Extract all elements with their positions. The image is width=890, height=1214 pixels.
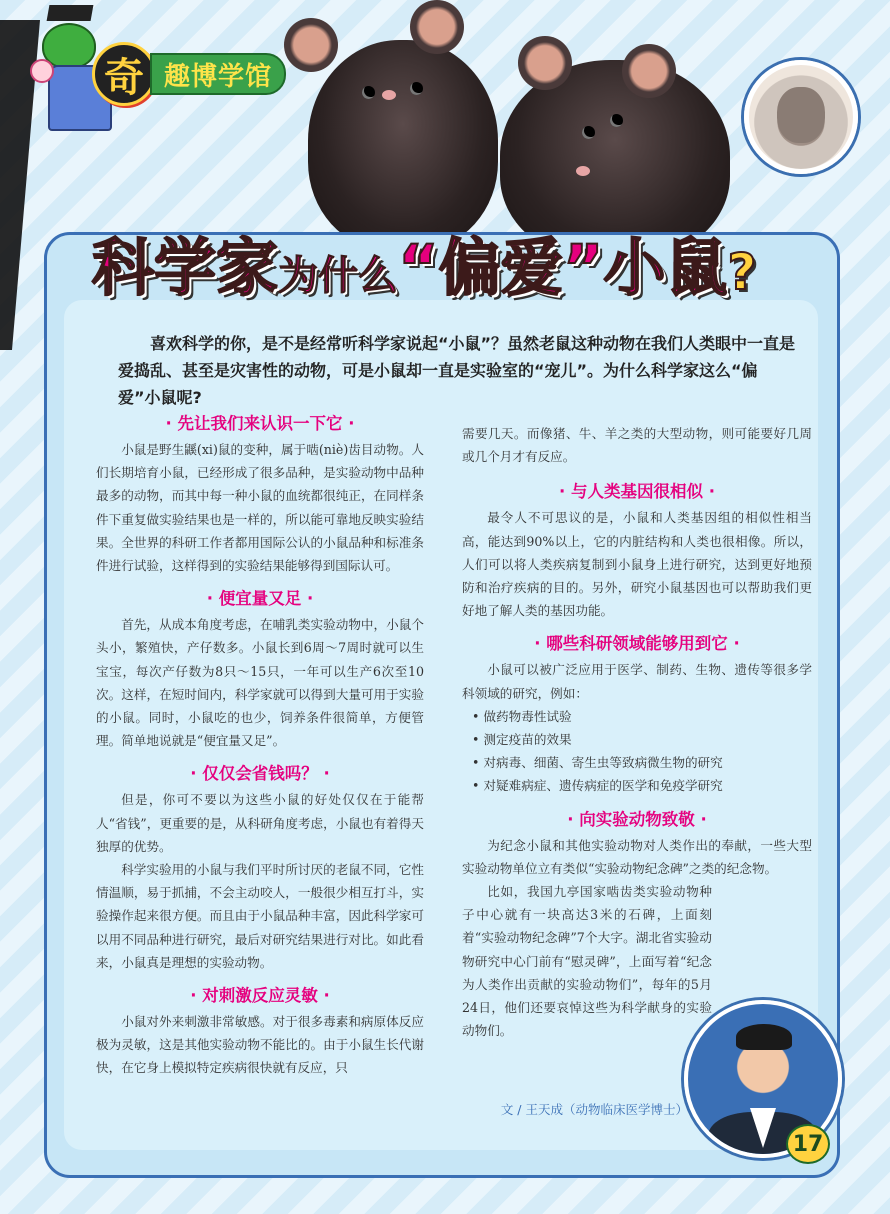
continued-paragraph: 需要几天。而像猪、牛、羊之类的大型动物，则可能要好几周或几个月才有反应。 <box>462 426 812 465</box>
section-paragraph: 小鼠是野生鼷(xi)鼠的变种，属于啮(niè)齿目动物。人们长期培育小鼠，已经形成了很多品种，是实验动物中品种最多的动物，而其中每一种小鼠的血统都很纯正，在同样条件下重复做实验结果也是一样的，所以能可靠地反映实验结果。全世界的科研工作者都用国际公认的小鼠品种和标准条件进行试验，这样得到的实验结果能够得到国际认可。 <box>96 442 424 574</box>
page-number: 17 <box>786 1124 830 1164</box>
section-paragraph: 为纪念小鼠和其他实验动物对人类作出的奉献，一些大型实验动物单位立有类似“实验动物纪念碑”之类的纪念物。 <box>462 837 812 876</box>
section-title: · 先让我们来认识一下它 · <box>165 414 355 433</box>
list-item: • 测定疫苗的效果 <box>472 728 812 751</box>
section-paragraph: 但是，你可不要以为这些小鼠的好处仅仅在于能帮人“省钱”，更重要的是，从科研角度考虑，小鼠也有着得天独厚的优势。 <box>96 792 424 854</box>
inset-rat <box>777 87 825 143</box>
left-column <box>96 410 424 1080</box>
rat-right-ear <box>518 36 572 90</box>
section-paragraph: 科学实验用的小鼠与我们平时所讨厌的老鼠不同，它性情温顺，易于抓捕，不会主动咬人，一般很少相互打斗，实验操作起来很方便。而且由于小鼠品种丰富，因此科学家可以用不同品种进行研究，最后对研究结果进行对比。如此看来，小鼠真是理想的实验动物。 <box>96 862 424 970</box>
section-title: · 与人类基因很相似 · <box>558 482 716 502</box>
section-saving <box>96 760 424 974</box>
section-paragraph: 小鼠对外来刺激非常敏感。对于很多毒素和病原体反应极为灵敏，这是其他实验动物不能比的。由于小鼠生长代谢快，在它身上模拟特定疾病很快就有反应，只 <box>96 1014 424 1076</box>
mascot-hat <box>47 5 94 21</box>
section-intro-mouse <box>96 410 424 577</box>
article-title <box>92 218 812 304</box>
research-list <box>462 705 812 798</box>
rat-right-ear <box>622 44 676 98</box>
title-question-mark: ? <box>727 243 757 301</box>
list-item: • 对病毒、细菌、寄生虫等致病微生物的研究 <box>472 751 812 774</box>
column-badge-label: 趣博学馆 <box>150 53 286 95</box>
title-part-2: 为什么 <box>278 253 399 299</box>
section-title: · 便宜量又足 · <box>206 589 314 609</box>
section-research-fields <box>462 630 812 797</box>
rat-left-ear <box>284 18 338 72</box>
section-paragraph: 首先，从成本角度考虑，在哺乳类实验动物中，小鼠个头小，繁殖快，产仔数多。小鼠长到6周～7周时就可以生宝宝，每次产仔数为8只～15只，一年可以生产6次至10次。这样，在短时间内，科学家就可以得到大量可用于实验的小鼠。同时，小鼠吃的也少，饲养条件很简单，方便管理。简单地说就是“便宜量又足”。 <box>96 617 424 749</box>
section-cheap <box>96 585 424 752</box>
title-part-4: 小鼠 <box>603 231 728 304</box>
mascot-hand <box>30 59 54 83</box>
section-tribute <box>462 806 812 1043</box>
column-badge <box>92 46 292 102</box>
section-genes <box>462 478 812 622</box>
title-part-1: 科学家 <box>92 231 279 304</box>
rat-left-ear <box>410 0 464 54</box>
rat-left-eye <box>410 82 423 95</box>
author-hair <box>736 1024 792 1050</box>
section-title: · 对刺激反应灵敏 · <box>190 986 330 1006</box>
inset-rat-photo <box>744 60 858 174</box>
section-title: · 向实验动物致敬 · <box>567 809 707 829</box>
rat-right-nose <box>576 166 590 176</box>
section-sensitive <box>96 982 424 1080</box>
right-column <box>462 422 812 1042</box>
section-paragraph: 最令人不可思议的是，小鼠和人类基因组的相似性相当高，能达到90%以上，它的内脏结构和人类也很相像。所以，人们可以将人类疾病复制到小鼠身上进行研究，达到更好地预防和治疗疾病的目的。另外，研究小鼠基因也可以帮助我们更好地了解人类的基因功能。 <box>462 510 812 619</box>
list-item: • 对疑难病症、遗传病症的医学和免疫学研究 <box>472 774 812 797</box>
byline: 文 / 王天成（动物临床医学博士） <box>500 1102 688 1117</box>
section-paragraph: 比如，我国九亭国家啮齿类实验动物种子中心就有一块高达3米的石碑，上面刻着“实验动物纪念碑”7个大字。湖北省实验动物研究中心门前有“慰灵碑”，上面写着“纪念为人类作出贡献的实验动物们”，每年的5月24日，他们还要哀悼这些为科学献身的实验动物们。 <box>462 884 712 1039</box>
rat-right-eye <box>582 126 595 139</box>
rat-left-nose <box>382 90 396 100</box>
section-paragraph: 小鼠可以被广泛应用于医学、制药、生物、遗传等很多学科领域的研究，例如： <box>462 662 812 701</box>
section-title: · 哪些科研领域能够用到它 · <box>534 634 740 654</box>
intro-paragraph: 喜欢科学的你，是不是经常听科学家说起“小鼠”？虽然老鼠这种动物在我们人类眼中一直是爱捣乱、甚至是灾害性的动物，可是小鼠却一直是实验室的“宠儿”。为什么科学家这么“偏爱”小鼠呢? <box>118 334 796 407</box>
column-badge-char: 奇 <box>92 42 156 106</box>
title-part-3: “偏爱” <box>398 231 604 304</box>
section-title: · 仅仅会省钱吗？ · <box>190 764 330 784</box>
list-item: • 做药物毒性试验 <box>472 705 812 728</box>
rat-right-eye <box>610 114 623 127</box>
rat-left-eye <box>362 86 375 99</box>
